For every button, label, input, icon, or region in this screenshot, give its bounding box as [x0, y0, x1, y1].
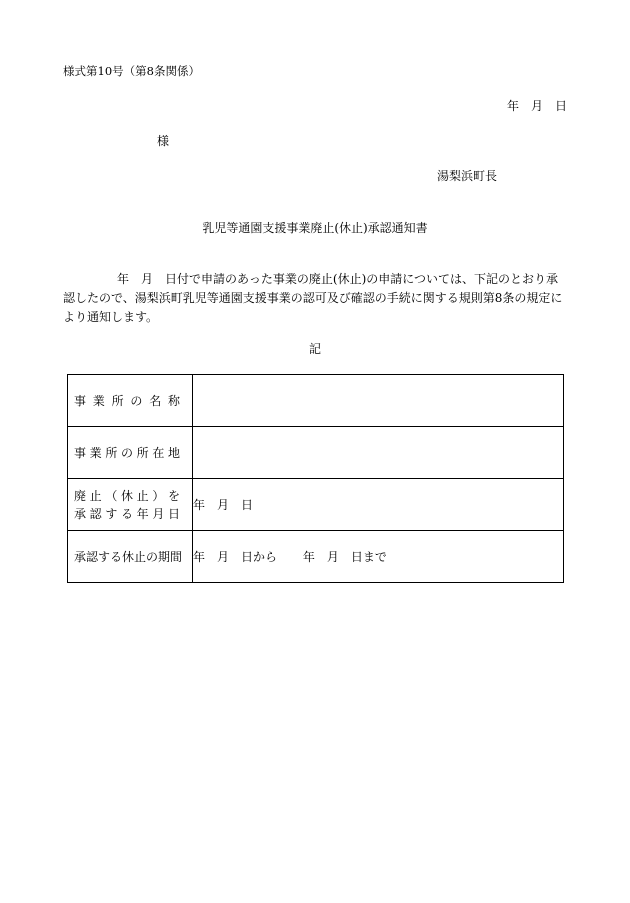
facility-name-value[interactable]: [193, 375, 564, 427]
label-approval-date-line1: 廃止（休止）を: [74, 488, 180, 503]
table-label-cell: [68, 375, 193, 427]
document-title: 乳児等通園支援事業廃止(休止)承認通知書: [202, 221, 428, 235]
suspension-period-value[interactable]: [193, 531, 564, 583]
issue-date-line: 年 月 日: [506, 99, 567, 113]
table-label-cell: [68, 531, 193, 583]
table-row: [68, 427, 564, 479]
table-row: [68, 531, 564, 583]
period-to: 年 月 日まで: [302, 550, 387, 564]
label-facility-name: 事業所の名称: [74, 394, 180, 408]
label-approval-date-line2: 承認する年月日: [74, 506, 180, 521]
table-row: [68, 375, 564, 427]
label-suspension-period: 承認する休止の期間: [74, 550, 183, 564]
body-text: 年 月 日付で申請のあった事業の廃止(休止)の申請については、下記のとおり承認したので、湯梨浜町乳児等通園支援事業の認可及び確認の手続に関する規則第8条の規定により通知します。: [63, 272, 563, 324]
period-from: 年 月 日から: [193, 550, 278, 564]
approval-date-value[interactable]: 年 月 日: [193, 479, 564, 531]
form-number: 様式第10号（第8条関係）: [63, 64, 200, 78]
issuer: 湯梨浜町長: [436, 169, 497, 183]
label-facility-address: 事業所の所在地: [74, 446, 180, 460]
table-label-cell: [68, 427, 193, 479]
facility-address-value[interactable]: [193, 427, 564, 479]
table-row: [68, 479, 564, 531]
detail-table: [67, 374, 564, 583]
addressee: 様: [157, 134, 170, 148]
ki-heading: 記: [308, 342, 321, 356]
table-label-cell: [68, 479, 193, 531]
